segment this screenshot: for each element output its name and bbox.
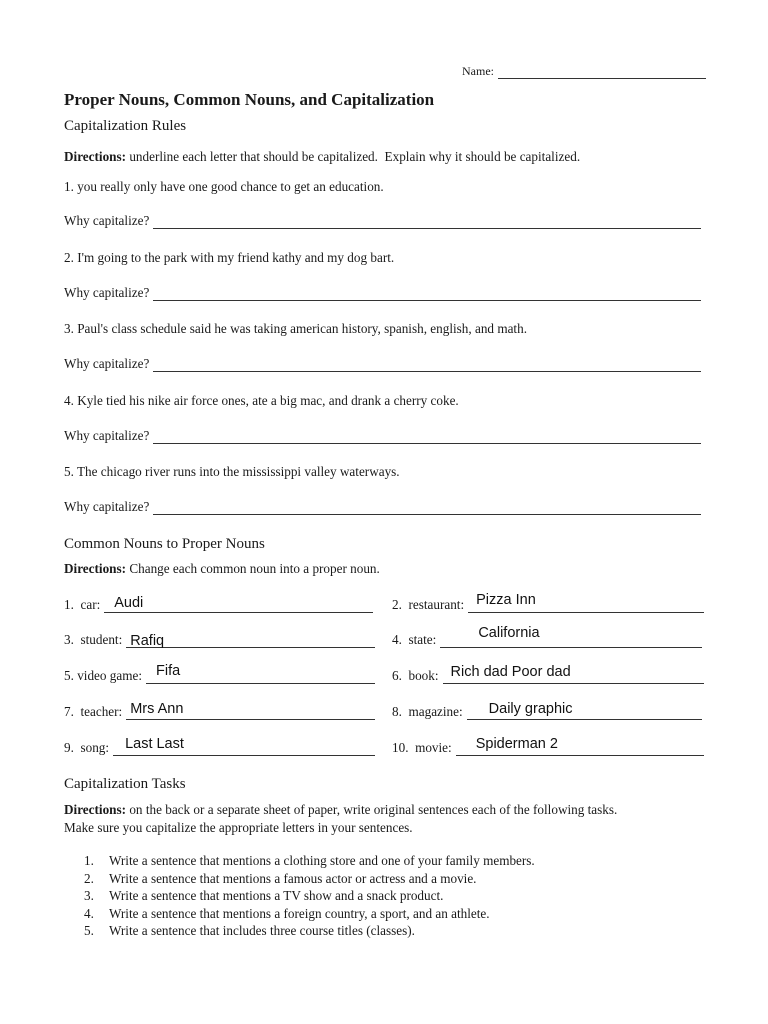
why-capitalize-row-5[interactable] xyxy=(64,499,701,515)
why-capitalize-row-4[interactable] xyxy=(64,428,701,444)
directions-text: on the back or a separate sheet of paper, write original sentences each of the following tasks. xyxy=(126,802,618,817)
name-field[interactable] xyxy=(462,64,706,79)
why-capitalize-row-3[interactable] xyxy=(64,356,701,372)
task-text: Write a sentence that mentions a foreign country, a sport, and an athlete. xyxy=(109,905,490,921)
handwritten-answer: Rafiq xyxy=(130,633,165,649)
handwritten-answer: Spiderman 2 xyxy=(475,736,558,752)
answer-line[interactable] xyxy=(456,736,704,756)
item-label: 7. teacher: xyxy=(64,704,123,719)
answer-line[interactable] xyxy=(467,701,702,720)
handwritten-answer: Mrs Ann xyxy=(130,701,184,717)
answer-line[interactable] xyxy=(440,625,702,648)
handwritten-answer: Daily graphic xyxy=(488,701,573,717)
directions-label: Directions: xyxy=(64,802,127,817)
section2-directions xyxy=(64,561,380,577)
why-capitalize-row-2[interactable] xyxy=(64,285,701,301)
why-label: Why capitalize? xyxy=(64,285,150,300)
task-list xyxy=(84,852,535,940)
task-number: 4. xyxy=(84,905,94,921)
task-text: Write a sentence that mentions a famous actor or actress and a movie. xyxy=(109,870,477,886)
task-text: Write a sentence that includes three course titles (classes). xyxy=(109,923,415,938)
task-text: Write a sentence that mentions a TV show and a snack product. xyxy=(109,888,444,903)
question-5: 5. The chicago river runs into the mississippi valley waterways. xyxy=(64,464,400,479)
answer-line[interactable] xyxy=(153,357,701,372)
answer-line[interactable] xyxy=(104,597,373,613)
question-1: 1. you really only have one good chance to get an education. xyxy=(64,179,384,194)
section-heading-common-to-proper: Common Nouns to Proper Nouns xyxy=(64,536,265,552)
question-2: 2. I'm going to the park with my friend kathy and my dog bart. xyxy=(64,250,395,265)
task-number: 1. xyxy=(84,853,94,868)
why-label: Why capitalize? xyxy=(64,499,150,514)
item-label: 2. restaurant: xyxy=(392,597,465,612)
list-item xyxy=(84,922,535,940)
item-label: 3. student: xyxy=(64,632,123,647)
section-heading-capitalization-rules: Capitalization Rules xyxy=(64,118,187,134)
item-label: 9. song: xyxy=(64,740,110,755)
task-number: 2. xyxy=(84,870,94,886)
answer-line[interactable] xyxy=(126,632,375,648)
section1-directions xyxy=(64,149,580,165)
item-label: 4. state: xyxy=(392,632,437,647)
question-3: 3. Paul's class schedule said he was taking american history, spanish, english, and math. xyxy=(64,321,527,336)
answer-line[interactable] xyxy=(146,663,375,684)
why-label: Why capitalize? xyxy=(64,356,150,371)
noun-item-magazine[interactable] xyxy=(392,701,702,720)
answer-line[interactable] xyxy=(468,592,704,613)
item-label: 1. car: xyxy=(64,597,101,612)
list-item xyxy=(84,852,535,870)
question-4: 4. Kyle tied his nike air force ones, ate a big mac, and drank a cherry coke. xyxy=(64,393,459,408)
item-label: 6. book: xyxy=(392,668,439,683)
task-text: Write a sentence that mentions a clothing store and one of your family members. xyxy=(109,853,535,868)
directions-label: Directions: xyxy=(64,149,127,164)
task-number: 5. xyxy=(84,923,94,938)
item-label: 8. magazine: xyxy=(392,704,463,719)
answer-line[interactable] xyxy=(153,214,701,229)
handwritten-answer: Audi xyxy=(114,595,144,611)
noun-item-song[interactable] xyxy=(64,736,375,756)
directions-text: Change each common noun into a proper noun. xyxy=(126,561,380,576)
answer-line[interactable] xyxy=(153,286,701,301)
handwritten-answer: California xyxy=(478,625,540,641)
directions-text: underline each letter that should be capitalized. Explain why it should be capitalized. xyxy=(126,149,581,164)
handwritten-answer: Rich dad Poor dad xyxy=(450,664,571,680)
noun-item-state[interactable] xyxy=(392,625,702,648)
item-label: 5. video game: xyxy=(64,668,143,683)
handwritten-answer: Pizza Inn xyxy=(476,592,536,608)
directions-label: Directions: xyxy=(64,561,127,576)
task-number: 3. xyxy=(84,888,94,903)
worksheet-title: Proper Nouns, Common Nouns, and Capitalization xyxy=(64,90,435,109)
item-label: 10. movie: xyxy=(392,740,452,755)
answer-line[interactable] xyxy=(443,664,704,684)
list-item xyxy=(84,887,535,905)
directions-text-line-2: Make sure you capitalize the appropriate letters in your sentences. xyxy=(64,820,413,835)
answer-line[interactable] xyxy=(113,736,375,756)
answer-line[interactable] xyxy=(153,429,701,444)
why-label: Why capitalize? xyxy=(64,213,150,228)
noun-item-video-game[interactable] xyxy=(64,663,375,684)
noun-item-restaurant[interactable] xyxy=(392,592,704,613)
noun-item-student[interactable] xyxy=(64,632,375,648)
name-label: Name: xyxy=(462,64,494,78)
noun-item-book[interactable] xyxy=(392,664,704,684)
name-line[interactable] xyxy=(498,65,706,79)
answer-line[interactable] xyxy=(153,500,701,515)
answer-line[interactable] xyxy=(126,701,375,720)
noun-item-movie[interactable] xyxy=(392,736,704,756)
section-heading-capitalization-tasks: Capitalization Tasks xyxy=(64,776,186,792)
section3-directions xyxy=(64,801,617,837)
why-capitalize-row-1[interactable] xyxy=(64,213,701,229)
noun-item-teacher[interactable] xyxy=(64,701,375,720)
handwritten-answer: Last Last xyxy=(125,736,184,752)
noun-item-car[interactable] xyxy=(64,597,373,613)
list-item xyxy=(84,870,535,888)
handwritten-answer: Fifa xyxy=(156,663,181,679)
list-item xyxy=(84,905,535,923)
why-label: Why capitalize? xyxy=(64,428,150,443)
